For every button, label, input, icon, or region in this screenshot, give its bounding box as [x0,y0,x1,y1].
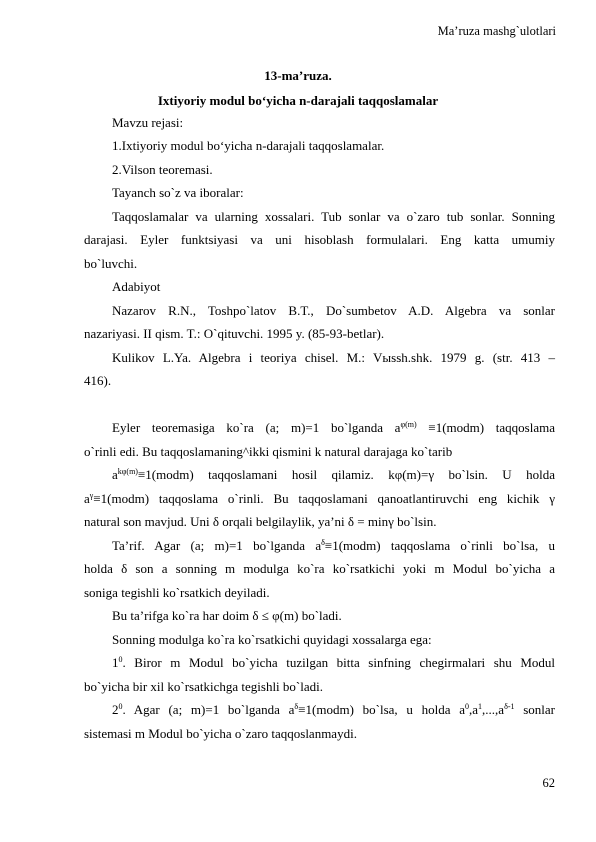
body-line: Eyler teoremasiga ko`ra (a; m)=1 bo`lganda $a^{\varphi(m)}$ ≡1(modm) taqqoslama [112,420,556,435]
page-header: Ma’ruza mashg`ulotlari [437,24,556,38]
property-line: $1^0$. Biror m Modul bo`yicha tuzilgan bitta sinfning chegirmalari shu Modul [112,655,555,670]
reference-item: Nazarov R.N., Toshpo`latov B.T., Do`sumbetov A.D. Algebra va sonlar [112,303,555,318]
body-line: $a^{k\varphi(m)}\equiv 1(modm)$ taqqoslamani hosil qilamiz. kφ(m)=γ bo`lsin. U holda [112,467,555,482]
reference-item: 416). [84,373,112,388]
body-line: Bu ta’rifga ko`ra har doim δ ≤ φ(m) bo`ladi. [112,608,342,623]
body-line: $a^\gamma\equiv 1(modm)$ taqqoslama o`rinli. Bu taqqoslamani qanoatlantiruvchi eng kichik γ [84,491,555,506]
reference-item: Kulikov L.Ya. Algebra i teoriya chisel. M.: Vыssh.shk. 1979 g. (str. 413 – [112,350,555,365]
body-line: o`rinli edi. Bu taqqoslamaning^ikki qismini k natural darajaga ko`tarib [84,444,453,459]
definition-line: holda δ son a sonning m modulga ko`ra ko`rsatkichi yoki m Modul bo`yicha a [84,561,555,576]
body-line: Sonning modulga ko`ra ko`rsatkichi quyidagi xossalarga ega: [112,632,432,647]
keywords-heading: Tayanch so`z va iboralar: [112,185,244,200]
references-heading: Adabiyot [112,279,161,294]
property-line: $2^0$. Agar (a; m)=1 bo`lganda $a^\delta\equiv 1(modm)$ bo`lsa, u holda $a^0,a^1,...,a^{\delta-1}$ sonlar [112,702,555,717]
lecture-title: 13-ma’ruza. [264,68,332,83]
definition-line: soniga tegishli ko`rsatkich deyiladi. [84,585,270,600]
page-number: 62 [542,776,555,790]
reference-item: nazariyasi. II qism. T.: O`qituvchi. 1995 y. (85-93-betlar). [84,326,385,341]
property-line: sistemasi m Modul bo`yicha o`zaro taqqoslanmaydi. [84,726,357,741]
keywords-line: Taqqoslamalar va ularning xossalari. Tub sonlar va o`zaro tub sonlar. Sonning [112,209,555,224]
body-line: natural son mavjud. Uni δ orqali belgilaylik, ya’ni δ = minγ bo`lsin. [84,514,437,529]
keywords-line: bo`luvchi. [84,256,138,271]
plan-heading: Mavzu rejasi: [112,115,184,130]
definition-line: Ta’rif. Agar (a; m)=1 bo`lganda $a^\delta\equiv 1(modm)$ taqqoslama o`rinli bo`lsa, u [112,538,555,553]
plan-item: 2.Vilson teoremasi. [112,162,213,177]
property-line: bo`yicha bir xil ko`rsatkichga tegishli bo`ladi. [84,679,323,694]
plan-item: 1.Ixtiyoriy modul bo‘yicha n-darajali taqqoslamalar. [112,138,385,153]
keywords-line: darajasi. Eyler funktsiyasi va uni hisoblash formulalari. Eng katta umumiy [84,232,555,247]
lecture-subtitle: Ixtiyoriy modul bo‘yicha n-darajali taqqoslamalar [157,93,439,108]
